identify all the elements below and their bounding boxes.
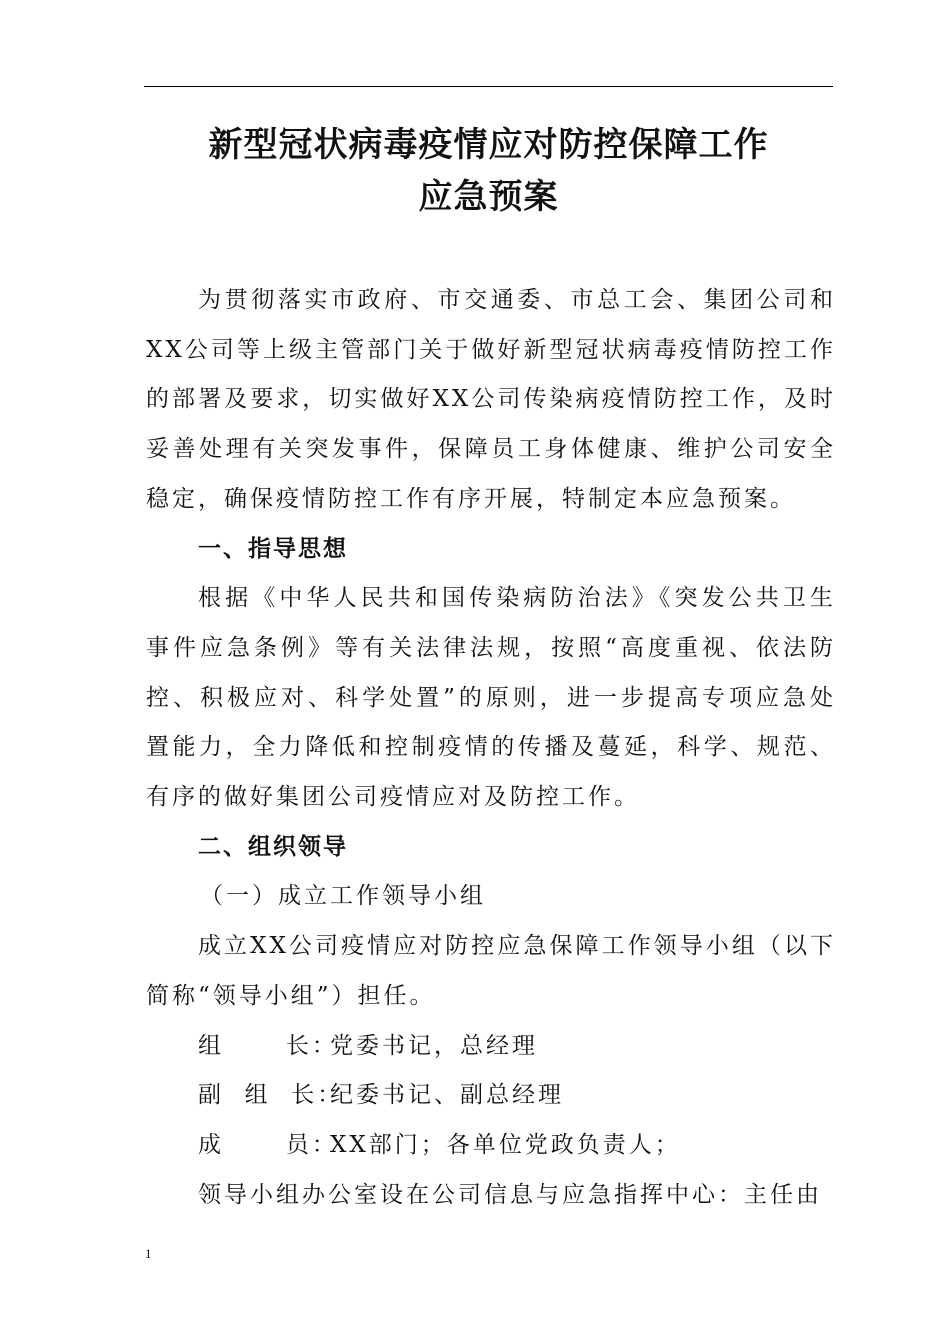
- document-body: [146, 276, 836, 1220]
- section-heading-organization: 二、组织领导: [198, 833, 348, 860]
- role-value: 纪委书记、副总经理: [330, 1082, 564, 1109]
- section-heading-guiding-thought: 一、指导思想: [198, 535, 348, 562]
- role-label: 成 员：: [198, 1131, 338, 1158]
- role-value: XX部门；各单位党政负责人；: [330, 1131, 681, 1158]
- role-label: 副 组 长：: [198, 1082, 344, 1109]
- office-paragraph: 领导小组办公室设在公司信息与应急指挥中心：主任由: [198, 1181, 822, 1208]
- role-value: 党委书记，总经理: [330, 1032, 538, 1059]
- role-row-deputy-leader: [146, 1071, 836, 1121]
- header-rule: [144, 86, 833, 87]
- role-label: 组 长：: [198, 1032, 338, 1059]
- subsection-heading-leading-group: （一）成立工作领导小组: [200, 883, 486, 910]
- document-title-line2: 应急预案: [418, 177, 559, 217]
- intro-paragraph: 为贯彻落实市政府、市交通委、市总工会、集团公司和XX公司等上级主管部门关于做好新型冠状病毒疫情防控工作的部署及要求，切实做好XX公司传染病疫情防控工作，及时妥善处理有关突发事件，保障员工身体健康、维护公司安全稳定，确保疫情防控工作有序开展，特制定本应急预案。: [146, 287, 836, 512]
- role-row-members: [146, 1121, 836, 1171]
- page-number: 1: [145, 1246, 152, 1261]
- document-title-line1: 新型冠状病毒疫情应对防控保障工作: [208, 125, 769, 165]
- leading-group-paragraph: 成立XX公司疫情应对防控应急保障工作领导小组（以下简称“领导小组”）担任。: [146, 933, 836, 1009]
- role-row-leader: [146, 1022, 836, 1072]
- guiding-thought-paragraph: 根据《中华人民共和国传染病防治法》《突发公共卫生事件应急条例》等有关法律法规，按照“高度重视、依法防控、积极应对、科学处置”的原则，进一步提高专项应急处置能力，全力降低和控制疫情的传播及蔓延，科学、规范、有序的做好集团公司疫情应对及防控工作。: [146, 585, 836, 811]
